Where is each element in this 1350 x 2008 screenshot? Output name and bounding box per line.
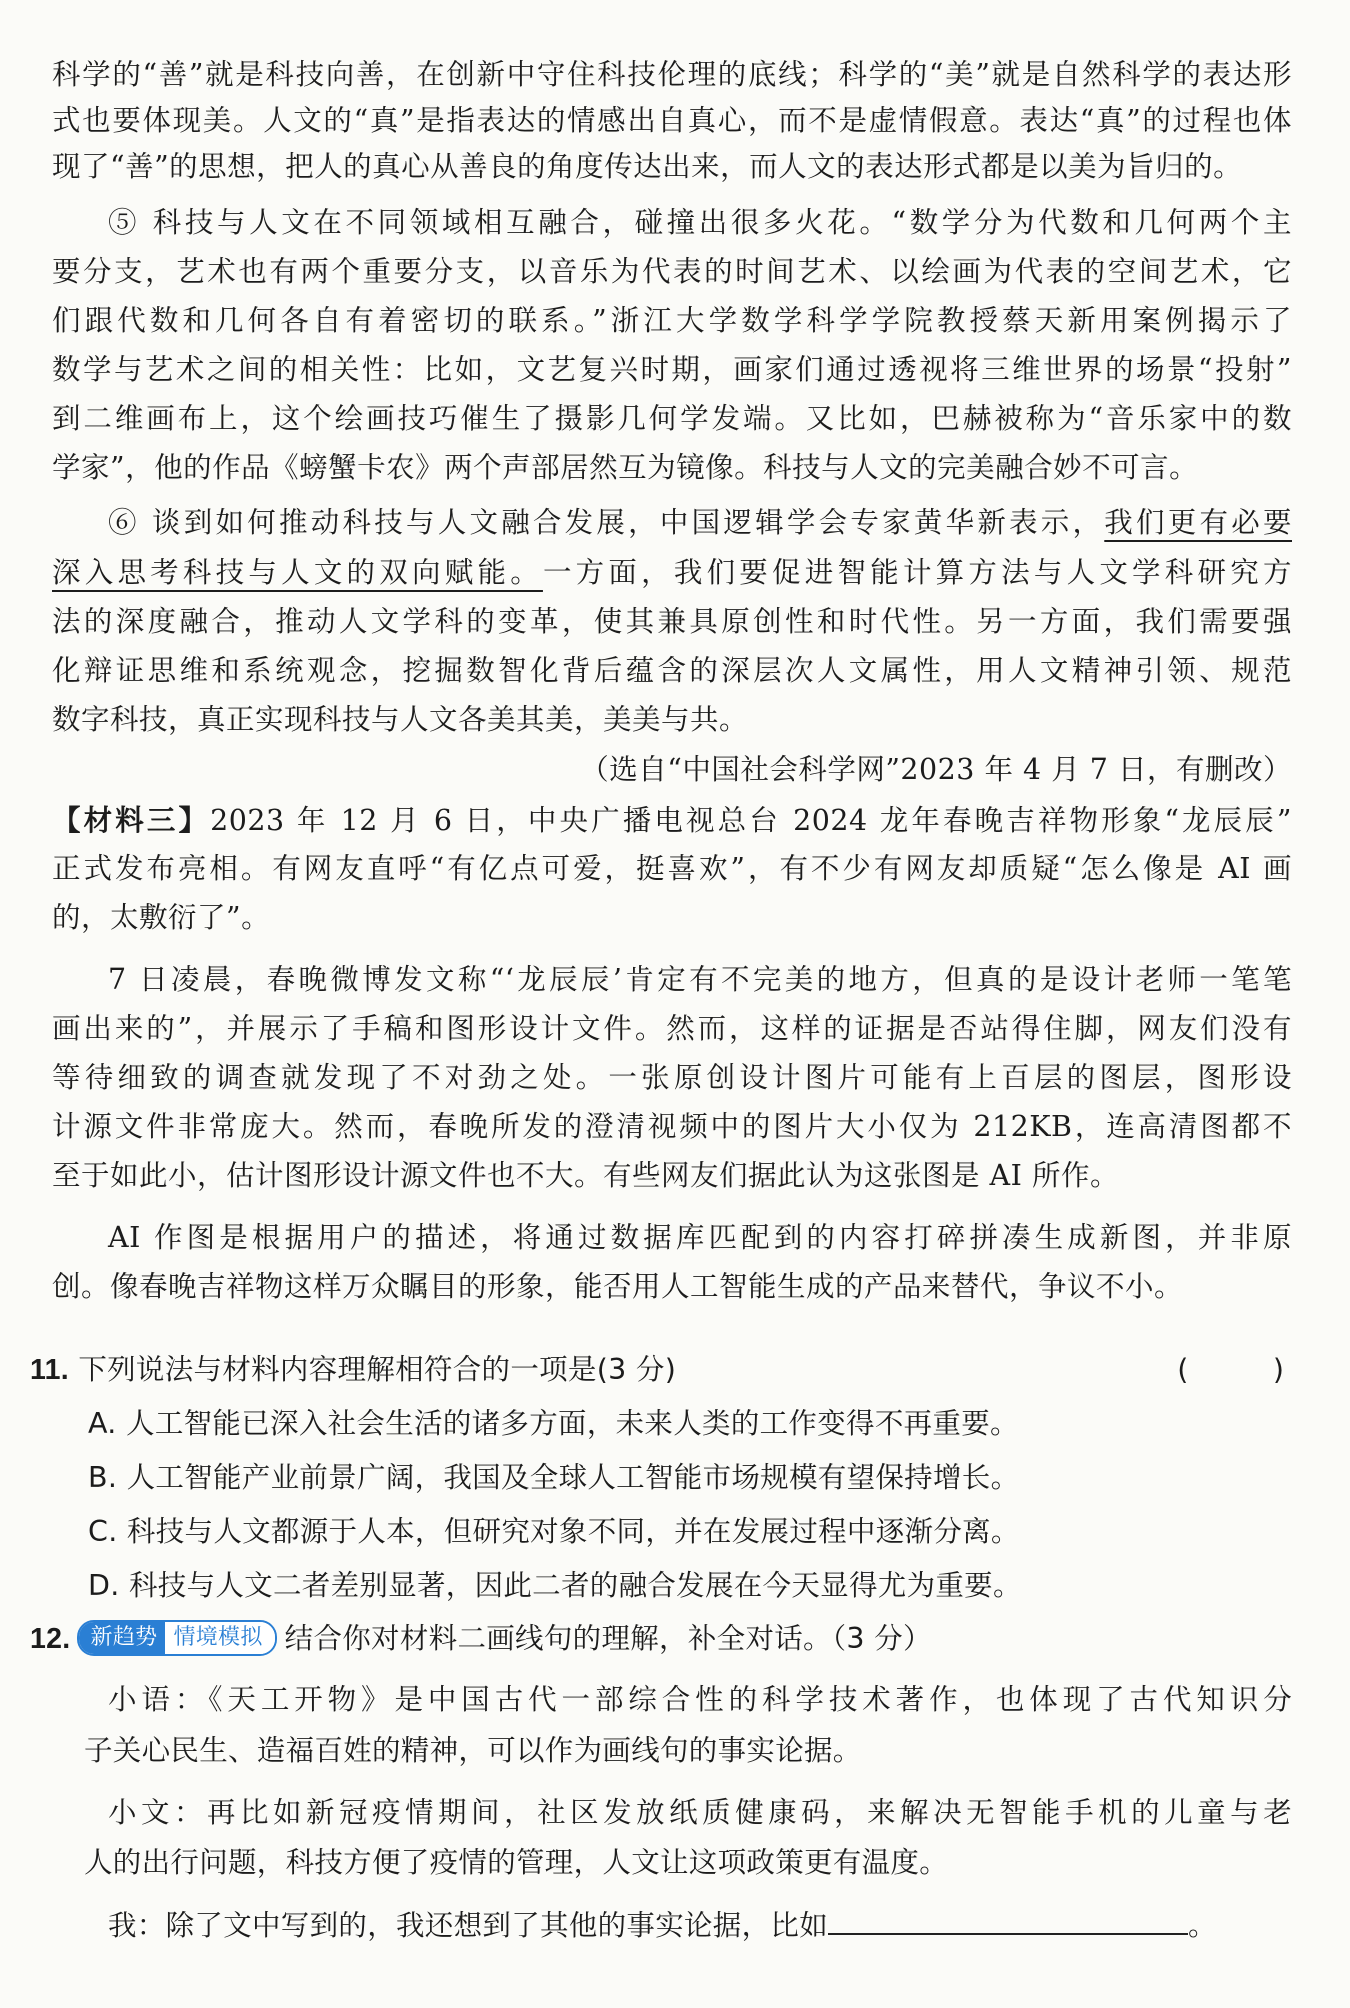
question-12-stem	[30, 1619, 1292, 1659]
material3-line: 等待细致的调查就发现了不对劲之处。一张原创设计图片可能有上百层的图层，图形设	[52, 1061, 1292, 1094]
passage-line: 式也要体现美。人文的“真”是指表达的情感出自真心，而不是虚情假意。表达“真”的过程也体	[52, 104, 1292, 137]
material3-tag: 【材料三】	[52, 803, 211, 837]
material3-line: 创。像春晚吉祥物这样万众瞩目的形象，能否用人工智能生成的产品来替代，争议不小。	[52, 1270, 1184, 1303]
question-text: 下列说法与材料内容理解相符合的一项是(3 分)	[78, 1353, 677, 1386]
material3-line: 7 日凌晨，春晚微博发文称“‘龙辰辰’肯定有不完美的地方，但真的是设计老师一笔笔	[108, 963, 1292, 996]
trend-badge	[77, 1620, 277, 1656]
badge-scenario: 情境模拟	[165, 1622, 274, 1654]
dialogue-prefix: 我：除了文中写到的，我还想到了其他的事实论据，比如	[108, 1909, 829, 1942]
question-11-stem	[30, 1350, 1312, 1390]
question-number: 11.	[30, 1354, 69, 1386]
underlined-sentence: 我们更有必要	[1104, 506, 1292, 539]
material3-line: 的，太敷衍了”。	[52, 901, 271, 934]
passage-line: 要分支，艺术也有两个重要分支，以音乐为代表的时间艺术、以绘画为代表的空间艺术，它	[52, 255, 1292, 288]
source-citation: （选自“中国社会科学网”2023 年 4 月 7 日，有删改）	[580, 753, 1292, 786]
answer-bracket[interactable]: ( )	[1177, 1353, 1312, 1386]
answer-blank[interactable]	[828, 1905, 1188, 1935]
material3-line: 计源文件非常庞大。然而，春晚所发的澄清视频中的图片大小仅为 212KB，连高清图都不	[52, 1110, 1292, 1143]
option-c[interactable]: C. 科技与人文都源于人本，但研究对象不同，并在发展过程中逐渐分离。	[88, 1515, 1020, 1548]
question-number: 12.	[30, 1623, 71, 1655]
passage-line: 数学与艺术之间的相关性：比如，文艺复兴时期，画家们通过透视将三维世界的场景“投射”	[52, 353, 1292, 386]
material3-line: 画出来的”，并展示了手稿和图形设计文件。然而，这样的证据是否站得住脚，网友们没有	[52, 1012, 1292, 1045]
dialogue-line: 人的出行问题，科技方便了疫情的管理，人文让这项政策更有温度。	[84, 1846, 949, 1879]
badge-new-trend: 新趋势	[79, 1622, 166, 1654]
p6-text: ⑥ 谈到如何推动科技与人文融合发展，中国逻辑学会专家黄华新表示，	[108, 506, 1105, 539]
passage-line: 们跟代数和几何各自有着密切的联系。”浙江大学数学科学学院教授蔡天新用案例揭示了	[52, 304, 1292, 337]
material3-line: 正式发布亮相。有网友直呼“有亿点可爱，挺喜欢”，有不少有网友却质疑“怎么像是 AI 画	[52, 852, 1292, 885]
passage-line: 学家”，他的作品《螃蟹卡农》两个声部居然互为镜像。科技与人文的完美融合妙不可言。	[52, 451, 1199, 484]
passage-line: 数字科技，真正实现科技与人文各美其美，美美与共。	[52, 703, 749, 736]
dialogue-line: 子关心民生、造福百姓的精神，可以作为画线句的事实论据。	[84, 1734, 862, 1767]
passage-line: 科学的“善”就是科技向善，在创新中守住科技伦理的底线；科学的“美”就是自然科学的表达形	[52, 58, 1292, 91]
material3-text: 2023 年 12 月 6 日，中央广播电视总台 2024 龙年春晚吉祥物形象“龙辰辰”	[210, 804, 1292, 837]
material3-line: AI 作图是根据用户的描述，将通过数据库匹配到的内容打碎拼凑生成新图，并非原	[108, 1221, 1292, 1254]
question-text: 结合你对材料二画线句的理解，补全对话。（3 分）	[284, 1622, 932, 1655]
material3-heading-line	[52, 800, 1292, 840]
underlined-sentence: 深入思考科技与人文的双向赋能。	[52, 556, 543, 589]
passage-line: 到二维画布上，这个绘画技巧催生了摄影几何学发端。又比如，巴赫被称为“音乐家中的数	[52, 402, 1292, 435]
option-a[interactable]: A. 人工智能已深入社会生活的诸多方面，未来人类的工作变得不再重要。	[88, 1407, 1019, 1440]
passage-line-p6	[108, 503, 1292, 543]
passage-line: 法的深度融合，推动人文学科的变革，使其兼具原创性和时代性。另一方面，我们需要强	[52, 605, 1292, 638]
passage-line	[52, 553, 1292, 593]
p6-text: 一方面，我们要促进智能计算方法与人文学科研究方	[542, 556, 1292, 589]
passage-line: 化辩证思维和系统观念，挖掘数智化背后蕴含的深层次人文属性，用人文精神引领、规范	[52, 654, 1292, 687]
option-d[interactable]: D. 科技与人文二者差别显著，因此二者的融合发展在今天显得尤为重要。	[88, 1569, 1022, 1602]
material3-line: 至于如此小，估计图形设计源文件也不大。有些网友们据此认为这张图是 AI 所作。	[52, 1159, 1119, 1192]
option-b[interactable]: B. 人工智能产业前景广阔，我国及全球人工智能市场规模有望保持增长。	[88, 1461, 1020, 1494]
dialogue-suffix: 。	[1188, 1909, 1217, 1942]
dialogue-answer-line	[108, 1905, 1292, 1945]
passage-line: 现了“善”的思想，把人的真心从善良的角度传达出来，而人文的表达形式都是以美为旨归的。	[52, 150, 1243, 183]
dialogue-line: 小文：再比如新冠疫情期间，社区发放纸质健康码，来解决无智能手机的儿童与老	[108, 1796, 1292, 1829]
dialogue-line: 小语：《天工开物》是中国古代一部综合性的科学技术著作，也体现了古代知识分	[108, 1683, 1292, 1716]
passage-line: ⑤ 科技与人文在不同领域相互融合，碰撞出很多火花。“数学分为代数和几何两个主	[108, 206, 1292, 239]
